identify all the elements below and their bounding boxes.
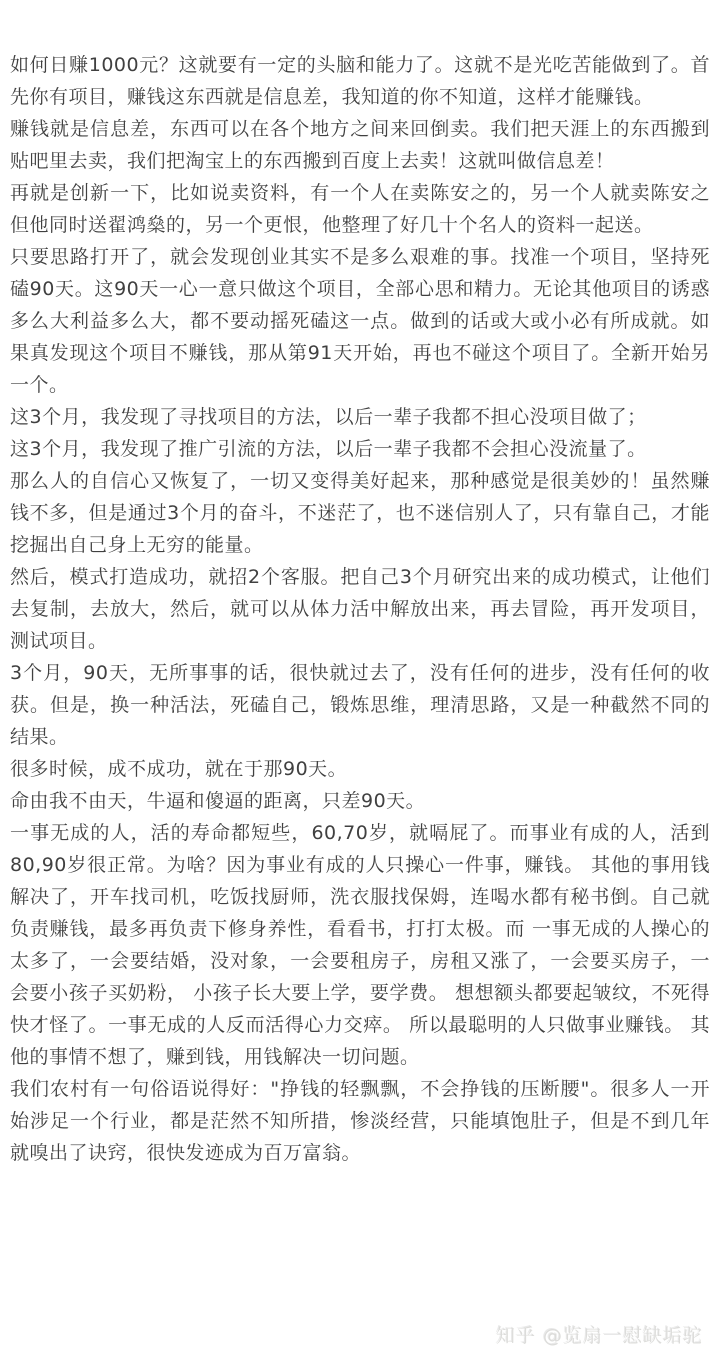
- paragraph: 赚钱就是信息差，东西可以在各个地方之间来回倒卖。我们把天涯上的东西搬到贴吧里去卖，我们把淘宝上的东西搬到百度上去卖！这就叫做信息差！: [10, 118, 710, 172]
- paragraph: 命由我不由天，牛逼和傻逼的距离，只差90天。: [10, 790, 426, 812]
- paragraph: 如何日赚1000元？这就要有一定的头脑和能力了。这就不是光吃苦能做到了。首先你有项目，赚钱这东西就是信息差，我知道的你不知道，这样才能赚钱。: [10, 54, 710, 108]
- zhihu-watermark: 知乎 @览扇一慰缺垢驼: [495, 1325, 703, 1347]
- paragraph: 那么人的自信心又恢复了，一切又变得美好起来，那种感觉是很美妙的！虽然赚钱不多，但是通过3个月的奋斗，不迷茫了，也不迷信别人了，只有靠自己，才能挖掘出自己身上无穷的能量。: [10, 470, 710, 556]
- paragraph: 这3个月，我发现了推广引流的方法，以后一辈子我都不会担心没流量了。: [10, 438, 647, 460]
- paragraph: 我们农村有一句俗语说得好："挣钱的轻飘飘，不会挣钱的压断腰"。很多人一开始涉足一个行业，都是茫然不知所措，惨淡经营，只能填饱肚子，但是不到几年就嗅出了诀窍，很快发迹成为百万富翁。: [10, 1078, 710, 1164]
- paragraph: 这3个月，我发现了寻找项目的方法，以后一辈子我都不担心没项目做了；: [10, 406, 647, 428]
- paragraph: 3个月，90天，无所事事的话，很快就过去了，没有任何的进步，没有任何的收获。但是，换一种活法，死磕自己，锻炼思维，理清思路，又是一种截然不同的结果。: [10, 662, 710, 748]
- paragraph: 然后，模式打造成功，就招2个客服。把自己3个月研究出来的成功模式，让他们去复制，去放大，然后，就可以从体力活中解放出来，再去冒险，再开发项目，测试项目。: [10, 566, 710, 652]
- paragraph: 很多时候，成不成功，就在于那90天。: [10, 758, 348, 780]
- paragraph: 一事无成的人，活的寿命都短些，60,70岁，就嗝屁了。而事业有成的人，活到80,90岁很正常。为啥？因为事业有成的人只操心一件事，赚钱。 其他的事用钱解决了，开车找司机，吃饭找厨师，洗衣服找保姆，连喝水都有秘书倒。自己就负责赚钱，最多再负责下修身养性，看看书，打打太极。而 一事无成的人操心的太多了，一会要结婚，没对象，一会要租房子，房租又涨了，一会要买房子，一会要小孩子买奶粉， 小孩子长大要上学，要学费。 想想额头都要起皱纹，不死得快才怪了。一事无成的人反而活得心力交瘁。 所以最聪明的人只做事业赚钱。 其他的事情不想了，赚到钱，用钱解决一切问题。: [10, 822, 710, 1068]
- paragraph: 再就是创新一下，比如说卖资料，有一个人在卖陈安之的，另一个人就卖陈安之但他同时送翟鸿燊的，另一个更恨，他整理了好几十个名人的资料一起送。: [10, 182, 710, 236]
- paragraph: 只要思路打开了，就会发现创业其实不是多么艰难的事。找准一个项目，坚持死磕90天。这90天一心一意只做这个项目，全部心思和精力。无论其他项目的诱惑多么大利益多么大，都不要动摇死磕这一点。做到的话或大或小必有所成就。如果真发现这个项目不赚钱，那从第91天开始，再也不碰这个项目了。全新开始另一个。: [10, 246, 710, 396]
